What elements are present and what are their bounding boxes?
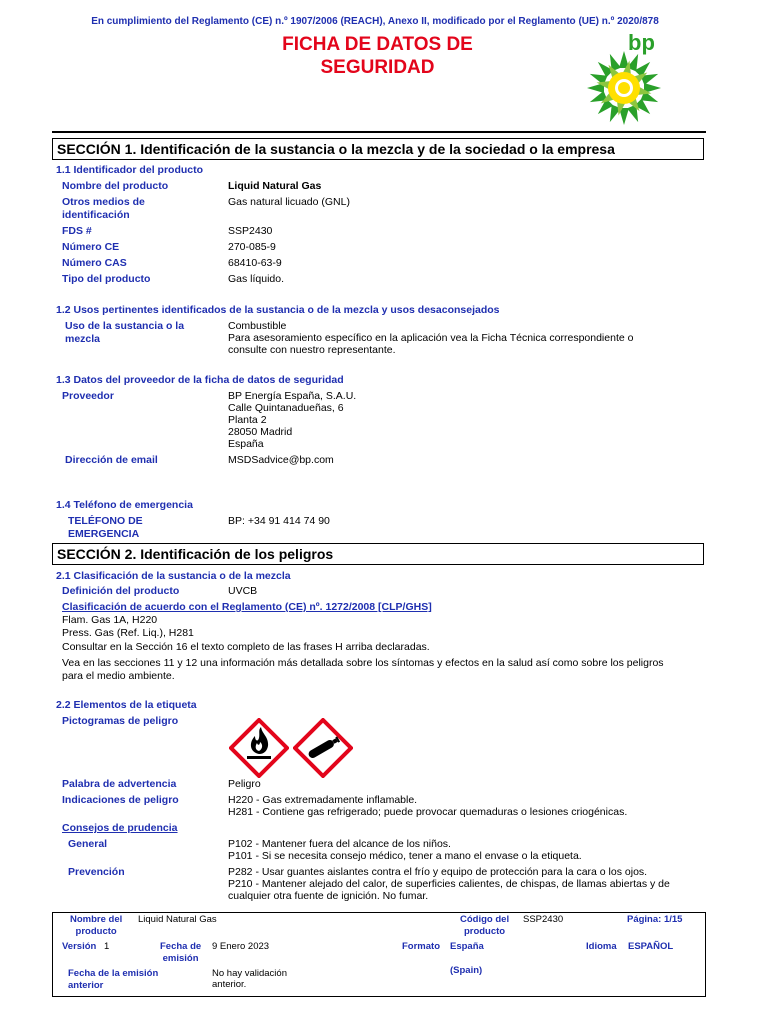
format-sub: (Spain) (450, 965, 483, 976)
emergency-phone-value: BP: +34 91 414 74 90 (228, 515, 330, 527)
header-divider (52, 131, 706, 133)
sds-number-label: FDS # (62, 225, 92, 237)
gas-cylinder-icon (293, 718, 353, 778)
page-number: Página: 1/15 (627, 914, 683, 925)
previous-issue-value: No hay validación anterior. (212, 968, 287, 990)
email-link[interactable]: MSDSadvice@bp.com (228, 454, 334, 466)
use-label: Uso de la sustancia o la mezcla (65, 320, 185, 345)
subsection-2-1-heading: 2.1 Clasificación de la sustancia o de la mezcla (56, 570, 291, 582)
cas-number-value: 68410-63-9 (228, 257, 282, 269)
title-line-1: FICHA DE DATOS DE (282, 34, 473, 55)
subsection-1-2-heading: 1.2 Usos pertinentes identificados de la sustancia o de la mezcla y usos desaconsejados (56, 304, 500, 316)
subsection-1-1-heading: 1.1 Identificador del producto (56, 164, 204, 176)
pictograms-label: Pictogramas de peligro (62, 715, 179, 727)
signal-word-value: Peligro (228, 778, 261, 790)
classification-list: Flam. Gas 1A, H220 Press. Gas (Ref. Liq.), H281 (62, 614, 194, 639)
emergency-phone-label: TELÉFONO DE EMERGENCIA (68, 515, 143, 540)
title-line-2: SEGURIDAD (320, 57, 435, 78)
issue-date: 9 Enero 2023 (212, 941, 270, 952)
product-definition-label: Definición del producto (62, 585, 180, 597)
cas-number-label: Número CAS (62, 257, 127, 269)
version-label: Versión (62, 941, 97, 952)
subsection-1-3-heading: 1.3 Datos del proveedor de la ficha de datos de seguridad (56, 374, 344, 386)
bp-wordmark: bp (628, 30, 655, 55)
supplier-address: BP Energía España, S.A.U. Calle Quintanadueñas, 6 Planta 2 28050 Madrid España (228, 390, 357, 450)
sds-number-value: SSP2430 (228, 225, 273, 237)
section-2-heading: SECCIÓN 2. Identificación de los peligros (52, 543, 704, 565)
previous-issue-label: Fecha de la emisión anterior (68, 968, 159, 991)
other-id-label: Otros medios de identificación (62, 196, 145, 221)
regulation-note: En cumplimiento del Reglamento (CE) n.º 1907/2006 (REACH), Anexo II, modificado por el Reglamento (UE) n.º 2020/878 (91, 16, 659, 27)
general-statements: P102 - Mantener fuera del alcance de los niños. P101 - Si se necesita consejo médico, tener a mano el envase o la etiqueta. (228, 838, 582, 862)
prevention-statements: P282 - Usar guantes aislantes contra el frío y equipo de protección para la cara o los ojos. P210 - Mantener alejado del calor, de superficies calientes, de chispas, de llamas abiertas y de cualquier otra fuente de ignición. No fumar. (228, 866, 670, 902)
subsection-1-4-heading: 1.4 Teléfono de emergencia (56, 499, 193, 511)
bp-helios-logo (586, 50, 662, 126)
format-label: Formato (402, 941, 440, 952)
section-1-heading: SECCIÓN 1. Identificación de la sustancia o la mezcla y de la sociedad o la empresa (52, 138, 704, 160)
signal-word-label: Palabra de advertencia (62, 778, 177, 790)
prevention-label: Prevención (68, 866, 125, 878)
footer-product-code: SSP2430 (523, 914, 564, 925)
format-value: España (450, 941, 484, 952)
document-title (255, 33, 500, 79)
product-type-value: Gas líquido. (228, 273, 285, 285)
footer-product-code-label: Código del producto (460, 914, 510, 937)
use-value: Combustible Para asesoramiento específico en la aplicación vea la Ficha Técnica correspondiente o consulte con nuestro representante. (228, 320, 634, 356)
product-name-value: Liquid Natural Gas (228, 180, 322, 192)
product-type-label: Tipo del producto (62, 273, 151, 285)
ec-number-label: Número CE (62, 241, 120, 253)
general-label: General (68, 838, 108, 850)
product-name-label: Nombre del producto (62, 180, 169, 192)
footer-product-name: Liquid Natural Gas (138, 914, 217, 925)
subsection-2-2-heading: 2.2 Elementos de la etiqueta (56, 699, 197, 711)
product-definition-value: UVCB (228, 585, 258, 597)
flame-icon (229, 718, 289, 778)
ec-number-value: 270-085-9 (228, 241, 276, 253)
other-id-value: Gas natural licuado (GNL) (228, 196, 350, 208)
email-label: Dirección de email (65, 454, 158, 466)
supplier-label: Proveedor (62, 390, 114, 402)
h-phrases-note: Consultar en la Sección 16 el texto completo de las frases H arriba declaradas. (62, 641, 430, 653)
hazard-statements: H220 - Gas extremadamente inflamable. H281 - Contiene gas refrigerado; puede provocar quemaduras o lesiones criogénicas. (228, 794, 628, 818)
language-value: ESPAÑOL (628, 941, 674, 952)
health-env-note: Vea en las secciones 11 y 12 una información más detallada sobre los síntomas y efectos en la salud así como sobre los peligros para el medio ambiente. (62, 657, 664, 682)
footer-product-name-label: Nombre del producto (70, 914, 123, 937)
clp-classification-heading: Clasificación de acuerdo con el Reglamento (CE) nº. 1272/2008 [CLP/GHS] (62, 601, 432, 613)
issue-date-label: Fecha de emisión (160, 941, 202, 964)
version-value: 1 (104, 941, 110, 952)
language-label: Idioma (586, 941, 617, 952)
hazard-statements-label: Indicaciones de peligro (62, 794, 179, 806)
precautionary-heading: Consejos de prudencia (62, 822, 178, 834)
